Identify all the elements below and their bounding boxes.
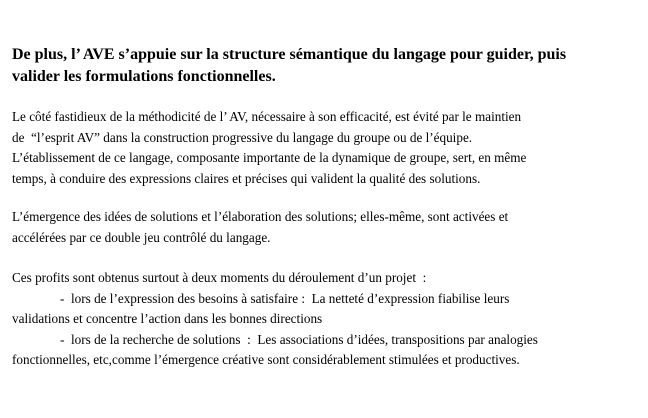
document-heading <box>12 44 642 88</box>
list-item-needs-continuation: validations et concentre l’action dans les bonnes directions <box>12 311 323 326</box>
list-item-needs: - lors de l’expression des besoins à satisfaire : La netteté d’expression fiabilise leurs <box>60 290 510 306</box>
intro-line: Ces profits sont obtenus surtout à deux moments du déroulement d’un projet : <box>12 270 427 285</box>
heading-line-1: De plus, l’ AVE s’appuie sur la structure sémantique du langage pour guider, puis <box>12 46 567 63</box>
text-line: Le côté fastidieux de la méthodicité de l’ AV, nécessaire à son efficacité, est évité par le maintien <box>12 109 522 124</box>
text-line: L’émergence des idées de solutions et l’élaboration des solutions; elles-même, sont activées et <box>12 209 509 224</box>
paragraph-solution-emergence <box>12 207 642 248</box>
text-line: L’établissement de ce langage, composante importante de la dynamique de groupe, sert, en même <box>12 150 527 165</box>
heading-line-2: valider les formulations fonctionnelles. <box>12 68 276 85</box>
text-line: temps, à conduire des expressions claires et précises qui valident la qualité des solutions. <box>12 170 481 186</box>
list-item-solutions-continuation: fonctionnelles, etc,comme l’émergence créative sont considérablement stimulées et productives. <box>12 352 520 367</box>
paragraph-project-benefits <box>12 268 642 371</box>
list-item-solutions: - lors de la recherche de solutions : Les associations d’idées, transpositions par analogies <box>60 331 538 347</box>
text-line: de “l’esprit AV” dans la construction progressive du langage du groupe ou de l’équipe. <box>12 129 473 145</box>
paragraph-language-method <box>12 107 642 189</box>
text-line: accélérées par ce double jeu contrôlé du langage. <box>12 229 271 245</box>
